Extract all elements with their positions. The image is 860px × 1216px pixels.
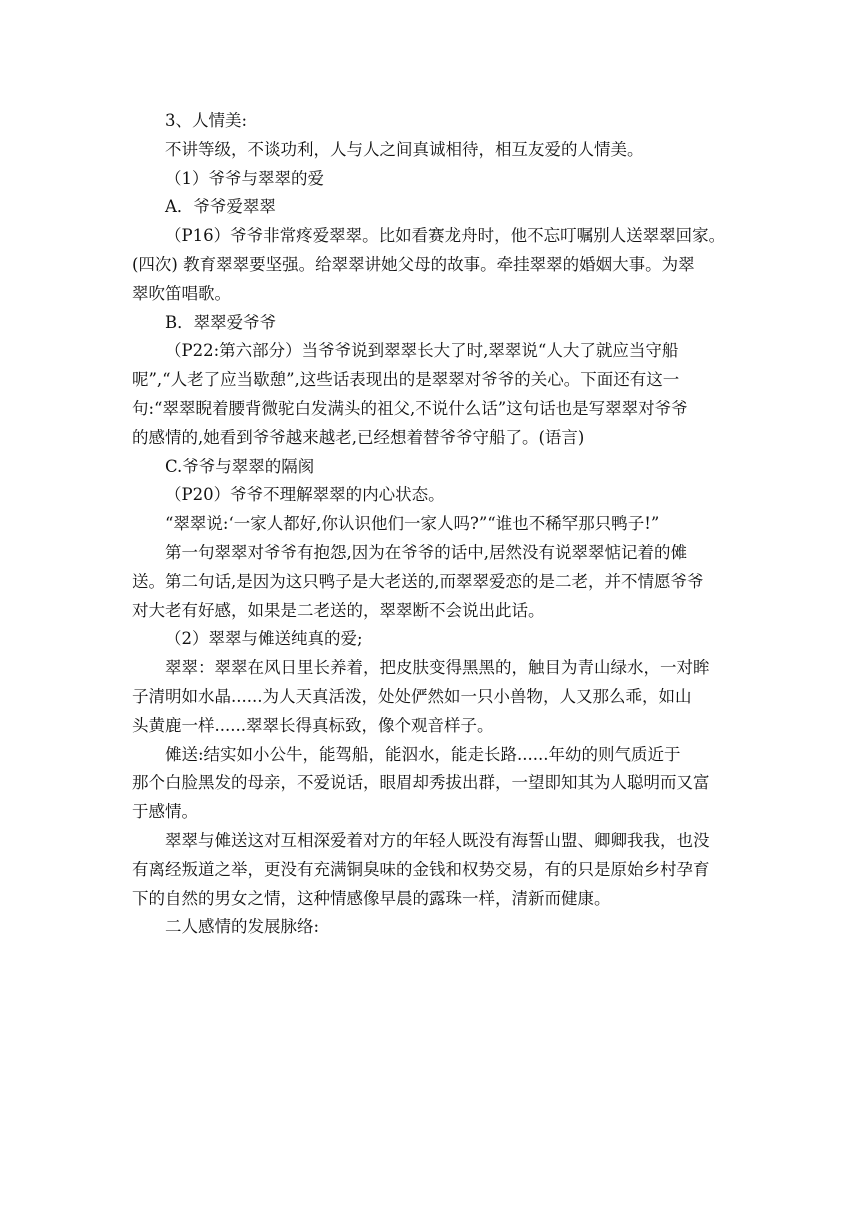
paragraph-line: 傩送:结实如小公牛，能驾船，能泅水，能走长路......年幼的则气质近于 [165,744,681,764]
subsection-heading: A．爷爷爱翠翠 [165,197,276,217]
paragraph-line: 二人感情的发展脉络: [165,917,320,937]
paragraph-line: 送。第二句话,是因为这只鸭子是大老送的,而翠翠爱恋的是二老，并不情愿爷爷 [132,571,704,591]
section-heading: 3、人情美: [165,111,248,130]
subsection-heading: （2）翠翠与傩送纯真的爱; [165,629,363,649]
paragraph-line: （P22:第六部分）当爷爷说到翠翠长大了时,翠翠说“人大了就应当守船 [165,341,679,361]
paragraph-line: 不讲等级，不谈功利，人与人之间真诚相待，相互友爱的人情美。 [165,139,644,159]
quote-line: “翠翠说:‘一家人都好,你认识他们一家人吗?”“谁也不稀罕那只鸭子!” [165,514,660,534]
paragraph-line: 头黄鹿一样......翠翠长得真标致，像个观音样子。 [132,715,494,735]
paragraph-line: (四次) 教育翠翠要坚强。给翠翠讲她父母的故事。牵挂翠翠的婚姻大事。为翠 [132,254,695,274]
paragraph-line: 子清明如水晶......为人天真活泼，处处俨然如一只小兽物，人又那么乖，如山 [132,686,692,706]
subsection-heading: C.爷爷与翠翠的隔阂 [165,456,315,476]
paragraph-line: 翠吹笛唱歌。 [132,283,231,303]
document-body [132,107,726,942]
subsection-heading: （1）爷爷与翠翠的爱 [165,168,324,188]
paragraph-line: （P20）爷爷不理解翠翠的内心状态。 [165,485,445,505]
paragraph-line: 呢”,“人老了应当歇憩”,这些话表现出的是翠翠对爷爷的关心。下面还有这一 [132,370,680,390]
paragraph-line: 对大老有好感，如果是二老送的，翠翠断不会说出此话。 [132,600,545,620]
subsection-heading: B．翠翠爱爷爷 [165,312,277,332]
paragraph-line: 第一句翠翠对爷爷有抱怨,因为在爷爷的话中,居然没有说翠翠惦记着的傩 [165,542,687,562]
paragraph-line: （P16）爷爷非常疼爱翠翠。比如看赛龙舟时，他不忘叮嘱别人送翠翠回家。 [165,226,726,246]
paragraph-line: 有离经叛道之举，更没有充满铜臭味的金钱和权势交易，有的只是原始乡村孕育 [132,859,710,879]
paragraph-line: 翠翠与傩送这对互相深爱着对方的年轻人既没有海誓山盟、卿卿我我，也没 [165,830,710,850]
paragraph-line: 于感情。 [132,802,198,822]
paragraph-line: 下的自然的男女之情，这种情感像早晨的露珠一样，清新而健康。 [132,888,611,908]
paragraph-line: 那个白脸黑发的母亲，不爱说话，眼眉却秀拔出群，一望即知其为人聪明而又富 [132,773,710,793]
paragraph-line: 翠翠：翠翠在风日里长养着，把皮肤变得黑黑的，触目为青山绿水，一对眸 [165,658,710,678]
paragraph-line: 的感情的,她看到爷爷越来越老,已经想着替爷爷守船了。(语言) [132,427,585,447]
paragraph-line: 句:“翠翠睨着腰背微驼白发满头的祖父,不说什么话”这句话也是写翠翠对爷爷 [132,398,688,418]
